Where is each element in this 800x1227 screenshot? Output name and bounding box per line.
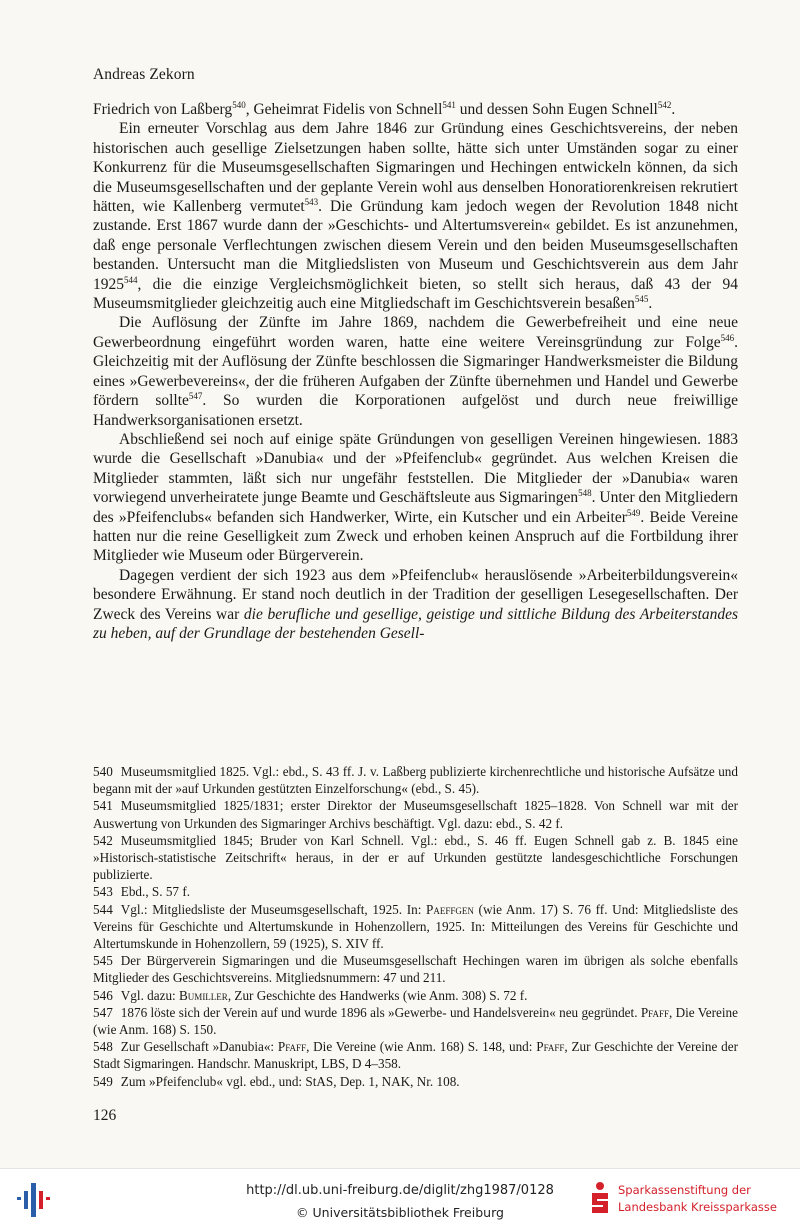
italic-quote: die berufliche und gesellige, geistige und sittliche Bildung des Arbeiterstandes zu heben, auf der Grundlage der bestehenden Gesell-: [93, 605, 738, 642]
footnote-548: [93, 1038, 738, 1072]
footnote-text: Museumsmitglied 1845; Bruder von Karl Schnell. Vgl.: ebd., S. 46 ff. Eugen Schnell gab z. B. 1845 eine »Historisch-statistische Zeitschrift« heraus, in der er auf Urkunden gestützte landesgeschichtliche Forschungen publizierte.: [93, 832, 738, 883]
author-name: Paeffgen: [426, 901, 474, 917]
footer-copyright: © Universitätsbibliothek Freiburg: [296, 1205, 504, 1220]
footnote-ref: 547: [188, 390, 203, 401]
sponsor-logo: [588, 1177, 798, 1221]
footnote-542: [93, 832, 738, 884]
footnote-541: [93, 797, 738, 831]
footnote-ref: 545: [634, 293, 649, 304]
page-number: 126: [93, 1107, 117, 1124]
footnote-text: , Die Vereine (wie Anm. 168) S. 148, und:: [306, 1039, 537, 1055]
text-run: Die Auflösung der Zünfte im Jahre 1869, nachdem die Gewerbefreiheit und eine neue Gewerbeordnung eingeführt worden waren, hatte eine weitere Vereinsgründung zur Folge: [93, 314, 738, 351]
text-run: Ein erneuter Vorschlag aus dem Jahre 1846 zur Gründung eines Geschichtsvereins, der neben historischen auch gesellige Zielsetzungen haben sollte, hätte sich unter Umständen sogar zu einer Konkurrenz für die Museumsgesellschaften Sigmaringen und Hechingen entwickeln können, da sich die Museumsgesellschaften und der geplante Verein wohl aus denselben Honoratiorenkreisen rekrutiert hätten, wie Kallenberg vermutet: [93, 120, 738, 216]
text-run: .: [648, 295, 653, 313]
sparkasse-logo-icon: [588, 1181, 612, 1217]
footnote-text: , Zur Geschichte der Vereine der Stadt Sigmaringen. Handschr. Manuskript, LBS, D 4–358.: [93, 1039, 738, 1072]
footnote-ref: 541: [442, 99, 456, 110]
footnotes: [93, 763, 738, 1090]
text-run: und dessen Sohn Eugen Schnell: [455, 101, 658, 118]
footnote-number: 549: [93, 1073, 113, 1089]
text-run: Friedrich von Laßberg: [93, 101, 233, 118]
footnote-547: [93, 1004, 738, 1038]
footnote-549: [93, 1073, 738, 1090]
footnote-number: 548: [93, 1039, 113, 1055]
paragraph-3: [93, 313, 738, 429]
paragraph-2: [93, 119, 738, 313]
text-run: . Beide Vereine hatten nur die reine Geselligkeit zum Zweck und erhoben keinen Anspruch auf die Fortbildung ihrer Mitglieder wie Museum oder Bürgerverein.: [93, 508, 738, 565]
footnote-number: 541: [93, 798, 113, 814]
paragraph-4: [93, 430, 738, 566]
footnote-number: 547: [93, 1004, 113, 1020]
author-name: Pfaff: [640, 1004, 669, 1020]
footnote-ref: 549: [626, 507, 641, 518]
author-name: Bumiller: [179, 987, 228, 1003]
body-text: [93, 100, 738, 643]
sponsor-name-line1: Sparkassenstiftung der: [618, 1183, 751, 1197]
footnote-text: Der Bürgerverein Sigmaringen und die Museumsgesellschaft Hechingen waren im übrigen als solche ebenfalls Mitglieder des Geschichtsvereins. Mitgliedsnummern: 47 und 211.: [93, 953, 738, 986]
footnote-ref: 540: [232, 99, 246, 110]
footnote-text: (wie Anm. 17) S. 76 ff. Und: Mitgliedsliste des Vereins für Geschichte und Altertumskunde in Hohenzollern, 1925. In: Mitteilungen des Vereins für Geschichte und Altertumskunde in Hohenzollern, 59 (1925), S. XIV ff.: [93, 901, 738, 952]
footnote-ref: 543: [304, 196, 319, 207]
text-run: , die die einzige Vergleichsmöglichkeit bieten, so stellt sich heraus, daß 43 der 94 Museumsmitglieder gleichzeitig auch eine Mitgliedschaft im Geschichtsverein besaßen: [93, 275, 738, 313]
text-run: . So wurden die Korporationen aufgelöst und durch neue freiwillige Handwerksorganisationen ersetzt.: [93, 392, 738, 429]
text-run: . Unter den Mitgliedern des »Pfeifenclubs« befanden sich Handwerker, Wirte, ein Kutscher und ein Arbeiter: [93, 489, 738, 526]
footnote-545: [93, 952, 738, 986]
footnote-text: Vgl. dazu:: [120, 987, 180, 1003]
footnote-ref: 542: [657, 99, 672, 110]
paragraph-1: [93, 100, 738, 119]
footnote-text: Ebd., S. 57 f.: [120, 884, 191, 900]
footnote-text: Vgl.: Mitgliedsliste der Museumsgesellschaft, 1925. In:: [120, 901, 427, 917]
page-header: [93, 66, 195, 84]
footnote-543: [93, 883, 738, 900]
footnote-number: 540: [93, 764, 113, 779]
footer-url-link[interactable]: http://dl.ub.uni-freiburg.de/diglit/zhg1987/0128: [246, 1183, 554, 1198]
author-name: Pfaff: [536, 1039, 565, 1055]
footnote-number: 545: [93, 953, 113, 969]
text-run: Dagegen verdient der sich 1923 aus dem »Pfeifenclub« herauslösende »Arbeiterbildungsverein« besondere Erwähnung. Er stand noch deutlich in der Tradition der geselligen Lesegesellschaften. Der Zweck des Vereins war: [93, 566, 738, 623]
footnote-text: Zur Gesellschaft »Danubia«:: [120, 1039, 278, 1055]
footnote-text: 1876 löste sich der Verein auf und wurde 1896 als »Gewerbe- und Handelsverein« neu gegründet.: [120, 1004, 641, 1020]
footnote-text: Museumsmitglied 1825. Vgl.: ebd., S. 43 ff. J. v. Laßberg publizierte kirchenrechtliche und historische Aufsätze und begann mit der »auf Urkunden gestützten Einzelforschung« (ebd., S. 45).: [93, 764, 738, 797]
text-run: . Gleichzeitig mit der Auflösung der Zünfte beschlossen die Sigmaringer Handwerksmeister die Bildung eines »Gewerbevereins«, der die früheren Aufgaben der Zünfte übernehmen und Handel und Gewerbe fördern sollte: [93, 333, 738, 410]
footnote-number: 543: [93, 884, 113, 900]
text-run: .: [671, 101, 676, 118]
footnote-540: [93, 763, 738, 797]
footnote-544: [93, 901, 738, 953]
footnote-text: Zum »Pfeifenclub« vgl. ebd., und: StAS, Dep. 1, NAK, Nr. 108.: [120, 1073, 460, 1089]
footnote-number: 544: [93, 901, 113, 917]
footnote-number: 542: [93, 832, 113, 848]
footnote-number: 546: [93, 987, 113, 1003]
text-run: , Geheimrat Fidelis von Schnell: [245, 101, 443, 118]
footnote-ref: 548: [578, 487, 592, 498]
header-author: Andreas Zekorn: [93, 66, 195, 83]
footnote-ref: 544: [124, 274, 138, 285]
text-run: Abschließend sei noch auf einige späte Gründungen von geselligen Vereinen hingewiesen. 1883 wurde die Gesellschaft »Danubia« und der »Pfeifenclub« gegründet. Aus welchen Kreisen die Mitglieder stammten, läßt sich nur ungefähr feststellen. Die Mitglieder der »Danubia« waren vorwiegend unverheiratete junge Beamte und Geschäftsleute aus Sigmaringen: [93, 430, 738, 507]
sponsor-name-line2: Landesbank Kreissparkasse: [618, 1200, 777, 1214]
footer-bar: [0, 1168, 800, 1227]
paragraph-5: [93, 566, 738, 644]
footnote-546: [93, 987, 738, 1004]
footnote-text: , Die Vereine (wie Anm. 168) S. 150.: [93, 1004, 738, 1038]
footnote-ref: 546: [720, 332, 735, 343]
footnote-text: Museumsmitglied 1825/1831; erster Direktor der Museumsgesellschaft 1825–1828. Von Schnell war mit der Auswertung von Urkunden des Sigmaringer Archivs beschäftigt. Vgl. dazu: ebd., S. 42 f.: [93, 798, 738, 831]
author-name: Pfaff: [277, 1039, 307, 1055]
footnote-text: , Zur Geschichte des Handwerks (wie Anm. 308) S. 72 f.: [227, 987, 528, 1003]
text-run: . Die Gründung kam jedoch wegen der Revolution 1848 nicht zustande. Erst 1867 wurde dann der »Geschichts- und Altertumsverein« gebildet. Es ist anzunehmen, daß enge personale Verflechtungen zwischen diesem Verein und den beiden Museumsgesellschaften bestanden. Untersucht man die Mitgliedslisten von Museum und Geschichtsverein aus dem Jahr 1925: [93, 198, 738, 293]
